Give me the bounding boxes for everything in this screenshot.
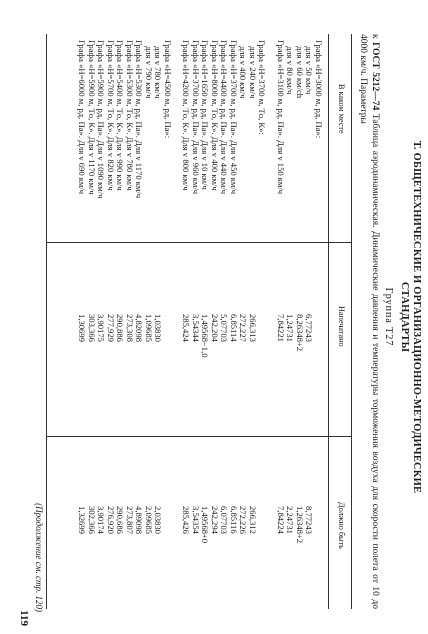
table-row [257, 34, 267, 609]
table-row [238, 34, 248, 609]
table-row [248, 34, 258, 609]
row-place: для v 400 км/ч [238, 46, 249, 99]
row-should: 266,312 [248, 506, 258, 534]
continuation-note: (Продолжение см. стр. 120) [34, 503, 44, 612]
table-row [285, 34, 295, 609]
heading-prefix: к [370, 34, 380, 39]
row-place: Графа «H=4500 м, pд, Па»: [163, 40, 173, 139]
table-body [77, 34, 323, 609]
row-printed: 273,308 [125, 314, 135, 342]
row-printed: 1,49568−1,0 [200, 314, 211, 358]
row-printed: 1,03830 [153, 314, 164, 342]
row-printed: 3,90175 [96, 314, 107, 342]
row-printed: 6,85114 [229, 314, 239, 342]
table-row [106, 34, 116, 609]
row-should: 302,366 [87, 506, 97, 534]
table-row [295, 34, 305, 609]
row-place: Графа «H=4200 м, Tо, К». Для v 800 км/ч [181, 40, 192, 191]
row-should: 290,686 [115, 506, 126, 534]
row-place: Графа «H=3700 м, pд, Па». Для v 450 км/ч [229, 40, 239, 195]
row-printed: 8,26348+2 [295, 314, 305, 352]
table-row [96, 34, 106, 609]
table-row [87, 34, 97, 609]
row-should: 3,54354 [191, 506, 201, 534]
row-printed: 285,424 [181, 314, 192, 342]
row-place: Графа «H=5300 м, Tо, К». Для v 780 км/ч [125, 40, 135, 191]
row-should: 6,07703 [219, 506, 230, 534]
table-row [229, 34, 239, 609]
row-should: 4,89098 [134, 506, 145, 534]
table-row [314, 34, 324, 609]
table-row [153, 34, 163, 609]
row-printed: 4,82098 [134, 314, 145, 342]
row-place: Графа «H=5400 м, Tо, К». Для v 990 км/ч [115, 40, 126, 191]
row-should: 1,32699 [77, 506, 88, 534]
row-place: Графа «H=6000 м, pд, Па». Для v 690 км/ч [77, 40, 88, 195]
row-place: Графа «H=3700 м, pд, Па». Для v 960 км/ч [191, 40, 201, 195]
row-place: Графа «H=4400 м, pд, Па». Для v 440 км/ч [219, 40, 230, 195]
doc-heading [357, 34, 380, 609]
row-should: 285,426 [181, 506, 192, 534]
row-should: 2,24731 [285, 506, 296, 534]
row-printed: 242,204 [210, 314, 220, 342]
table-row [134, 34, 144, 609]
table-row [144, 34, 154, 609]
row-place: для v 80 км/ч [285, 46, 296, 95]
table-row [115, 34, 125, 609]
row-should: 2,09685 [144, 506, 154, 534]
group-label: Группа Т27 [383, 287, 394, 347]
table-row [181, 34, 191, 609]
row-printed: 277,929 [106, 314, 116, 342]
column-header-should: Должно быть [337, 502, 346, 549]
table-row [125, 34, 135, 609]
row-should: 1,26348+2 [295, 506, 305, 544]
row-place: для v 240 км/ч [248, 46, 258, 99]
row-printed: 6,77243 [304, 314, 315, 342]
table-row [191, 34, 201, 609]
row-should: 242,294 [210, 506, 220, 534]
row-place: Графа «H=3000 м, pд, Па»: [314, 40, 324, 139]
row-should: 273,807 [125, 506, 135, 534]
column-header-printed: Напечатано [337, 306, 346, 347]
row-place: Графа «H=5700 м, Tо, К». Для v 820 км/ч [106, 40, 116, 191]
row-place: Графа «H=5900 м, pд, Па». Для v 1090 км/ч [96, 40, 107, 199]
row-place: для v 780 км/ч [153, 46, 164, 99]
row-printed: 3,54344 [191, 314, 201, 342]
row-printed: 303,366 [87, 314, 97, 342]
row-place: для v 790 км/ч [144, 46, 154, 99]
row-printed: 266,313 [248, 314, 258, 342]
corrections-table [46, 34, 352, 609]
table-row [219, 34, 229, 609]
table-row [77, 34, 87, 609]
row-should: 2,03830 [153, 506, 164, 534]
row-should: 6,85116 [229, 506, 239, 534]
column-header-place: В каком месте [337, 84, 346, 134]
row-printed: 1,24731 [285, 314, 296, 342]
row-should: 8,77243 [304, 506, 315, 534]
row-place: для v 50 км/ч [304, 46, 315, 95]
row-place: Графа «H=8000 м, Tо, К». Для v 400 км/ч [210, 40, 220, 191]
row-printed: 1,30699 [77, 314, 88, 342]
row-place: Графа «H=5900 м, Tо, К». Для v 1170 км/ч [87, 40, 97, 195]
row-place: Графа «H=1650 м, pд, Па». Для v 10 км/ч [200, 40, 211, 190]
section-title: Т. ОБЩЕТЕХНИЧЕСКИЕ И ОРГАНИЗАЦИОННО-МЕТОДИЧЕСКИЕ [411, 140, 422, 494]
table-row [276, 34, 286, 609]
row-should: 276,920 [106, 506, 116, 534]
row-place: Графа «H=3700 м, Tо, К»: [257, 40, 268, 135]
row-printed: 1,09685 [144, 314, 154, 342]
page-number: 119 [18, 610, 30, 626]
row-place: для v 60 км/ch [295, 46, 305, 99]
row-place: Графа «H=5300 м, pд, Па». Для v 1170 км/ч [134, 40, 145, 199]
row-should: 272,226 [238, 506, 249, 534]
section-subtitle: СТАНДАРТЫ [399, 281, 410, 353]
row-should: 1,49568+0 [200, 506, 211, 544]
row-should: 3,90174 [96, 506, 107, 534]
row-printed: 7,84221 [276, 314, 286, 342]
table-row [304, 34, 314, 609]
gost-number: ГОСТ 5212—74 [370, 42, 380, 111]
table-row [210, 34, 220, 609]
table-row [163, 34, 173, 609]
table-row [200, 34, 210, 609]
row-printed: 290,886 [115, 314, 126, 342]
row-printed: 5,07703 [219, 314, 230, 342]
gost-title: Таблица аэродинамическая. Динамические давления и температуры торможения воздуха для скорости полета от 10 до 4000 км/ч. Параметры [358, 34, 380, 609]
row-should: 7,84224 [276, 506, 286, 534]
table-header [328, 34, 351, 609]
row-printed: 272,227 [238, 314, 249, 342]
row-place: Графа «H=3100 м, pд, Па». Для v 150 км/ч [276, 40, 286, 195]
